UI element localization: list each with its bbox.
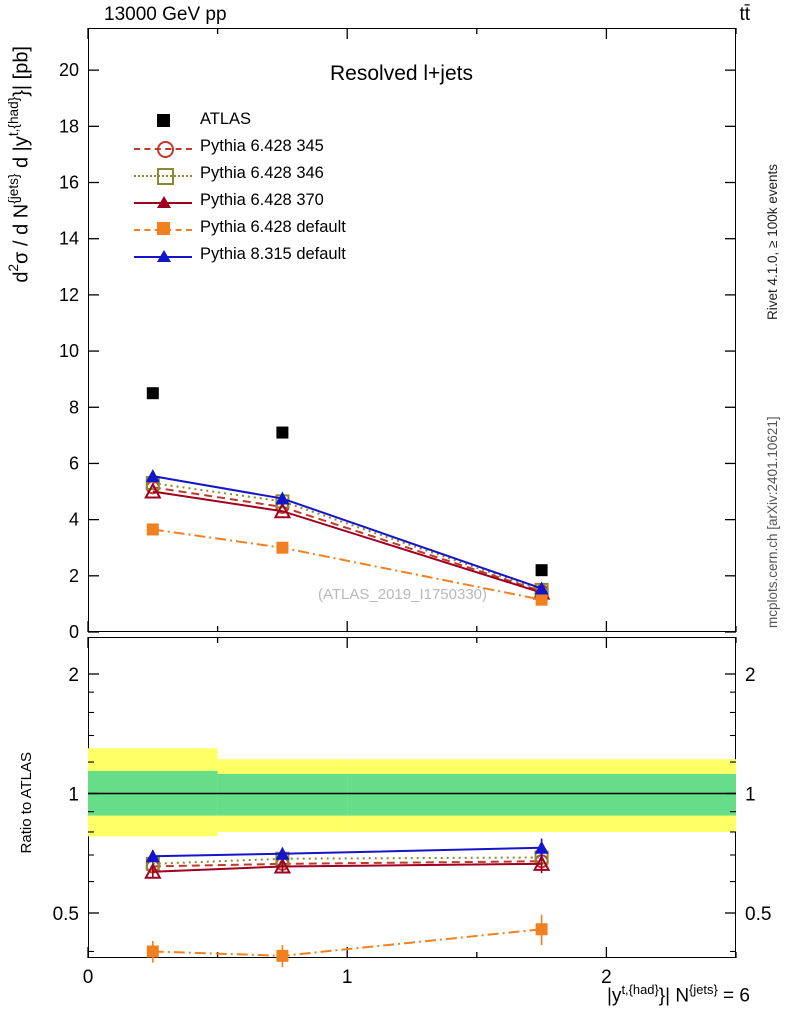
legend-label: Pythia 6.428 default	[200, 218, 346, 236]
legend-label: ATLAS	[200, 110, 252, 128]
legend-label: Pythia 6.428 345	[200, 137, 324, 155]
y-tick-label-ratio-left: 0.5	[52, 904, 79, 925]
y-tick-label-main: 6	[68, 453, 79, 474]
y-tick-label-main: 8	[68, 397, 79, 418]
series-line-ratio	[153, 857, 542, 863]
y-tick-label-main: 16	[58, 172, 79, 193]
side-note-events: Rivet 4.1.0, ≥ 100k events	[765, 164, 780, 320]
y-axis-label-main: $d^2\sigma$ / d $N^{\{jets\}}$ d $|y^{t,\{had\}}\}|$ [pb]	[6, 46, 33, 283]
marker-square-filled	[147, 387, 159, 399]
y-tick-label-main: 20	[58, 60, 79, 81]
y-tick-label-main: 12	[58, 284, 79, 305]
x-tick-label: 1	[341, 967, 353, 988]
marker-triangle-filled	[146, 469, 160, 482]
inner-band	[218, 774, 348, 816]
series-line-ratio	[153, 848, 542, 856]
y-tick-label-main: 14	[58, 228, 79, 249]
marker-square-filled	[147, 945, 159, 957]
series-line-main	[153, 492, 542, 593]
legend-label: Pythia 6.428 346	[200, 164, 324, 182]
y-axis-label-ratio: Ratio to ATLAS	[18, 752, 35, 854]
inner-band	[347, 774, 736, 816]
series-line-main	[153, 529, 542, 599]
marker-square-filled	[147, 523, 159, 535]
y-tick-label-ratio-left: 1	[68, 784, 79, 806]
side-note-arxiv: mcplots.cern.ch [arXiv:2401.10621]	[765, 416, 780, 628]
y-tick-label-main: 4	[68, 509, 79, 530]
y-tick-label-ratio-right: 2	[745, 665, 756, 686]
marker-square-filled	[536, 923, 548, 935]
y-tick-label-main: 2	[68, 565, 79, 586]
y-tick-label-ratio-right: 0.5	[745, 904, 772, 925]
y-tick-label-ratio-right: 1	[745, 784, 756, 806]
y-tick-label-main: 10	[58, 341, 79, 362]
x-tick-label: 0	[82, 967, 94, 988]
header-process: tt̄	[739, 4, 750, 25]
plot-title: Resolved l+jets	[330, 62, 473, 85]
y-tick-label-ratio-left: 2	[68, 665, 79, 686]
y-tick-label-main: 0	[68, 622, 79, 642]
analysis-watermark: (ATLAS_2019_I1750330)	[318, 586, 488, 603]
marker-square-filled	[276, 427, 288, 439]
header-beam-info: 13000 GeV pp	[104, 4, 227, 25]
x-tick-label: 2	[601, 967, 612, 988]
marker-square-filled	[276, 950, 288, 962]
marker-square-filled	[536, 594, 548, 606]
x-axis-label: $|y^{t,\{had\}}\}|$ $N^{\{jets\}} = 6$	[607, 982, 750, 1007]
legend-label: Pythia 6.428 370	[200, 191, 324, 209]
series-line-main	[153, 487, 542, 591]
y-tick-label-main: 18	[58, 116, 79, 137]
marker-square-filled	[536, 564, 548, 576]
marker-square-filled	[276, 542, 288, 554]
legend-label: Pythia 8.315 default	[200, 245, 346, 263]
